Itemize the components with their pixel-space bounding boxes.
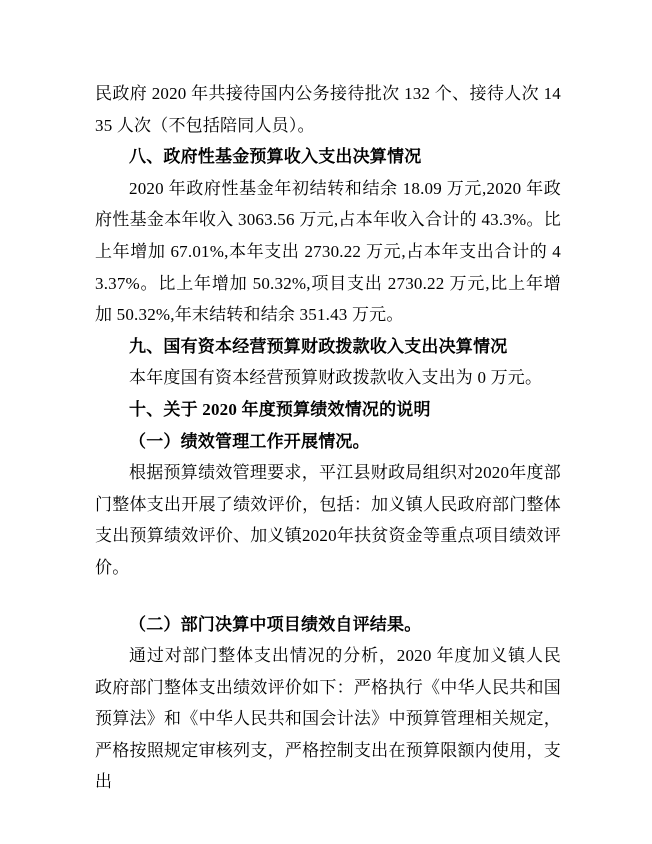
paragraph: 根据预算绩效管理要求，平江县财政局组织对2020年度部门整体支出开展了绩效评价，包括：加义镇人民政府部门整体支出预算绩效评价、加义镇2020年扶贫资金等重点项目绩效评价。 <box>95 463 561 577</box>
heading: 八、政府性基金预算收入支出决算情况 <box>129 147 422 167</box>
document-body <box>95 78 561 798</box>
paragraph: 本年度国有资本经营预算财政拨款收入支出为 0 万元。 <box>129 368 543 388</box>
heading: 九、国有资本经营预算财政拨款收入支出决算情况 <box>129 336 508 356</box>
paragraph: 通过对部门整体支出情况的分析，2020 年度加义镇人民政府部门整体支出绩效评价如下：严格执行《中华人民共和国预算法》和《中华人民共和国会计法》中预算管理相关规定，严格按照规定审核列支，严格控制支出在预算限额内使用，支出 <box>95 646 561 792</box>
subheading: （二）部门决算中项目绩效自评结果。 <box>129 614 422 634</box>
heading: 十、关于 2020 年度预算绩效情况的说明 <box>129 399 431 419</box>
paragraph: 民政府 2020 年共接待国内公务接待批次 132 个、接待人次 1435 人次（不包括陪同人员）。 <box>95 84 561 135</box>
subheading: （一）绩效管理工作开展情况。 <box>129 431 370 451</box>
paragraph: 2020 年政府性基金年初结转和结余 18.09 万元,2020 年政府性基金本年收入 3063.56 万元,占本年收入合计的 43.3%。比上年增加 67.01%,本年支出 2730.22 万元,占本年支出合计的 43.37%。比上年增加 50.32%,项目支出 2730.22 万元,比上年增加 50.32%,年末结转和结余 351.43 万元。 <box>95 178 561 325</box>
